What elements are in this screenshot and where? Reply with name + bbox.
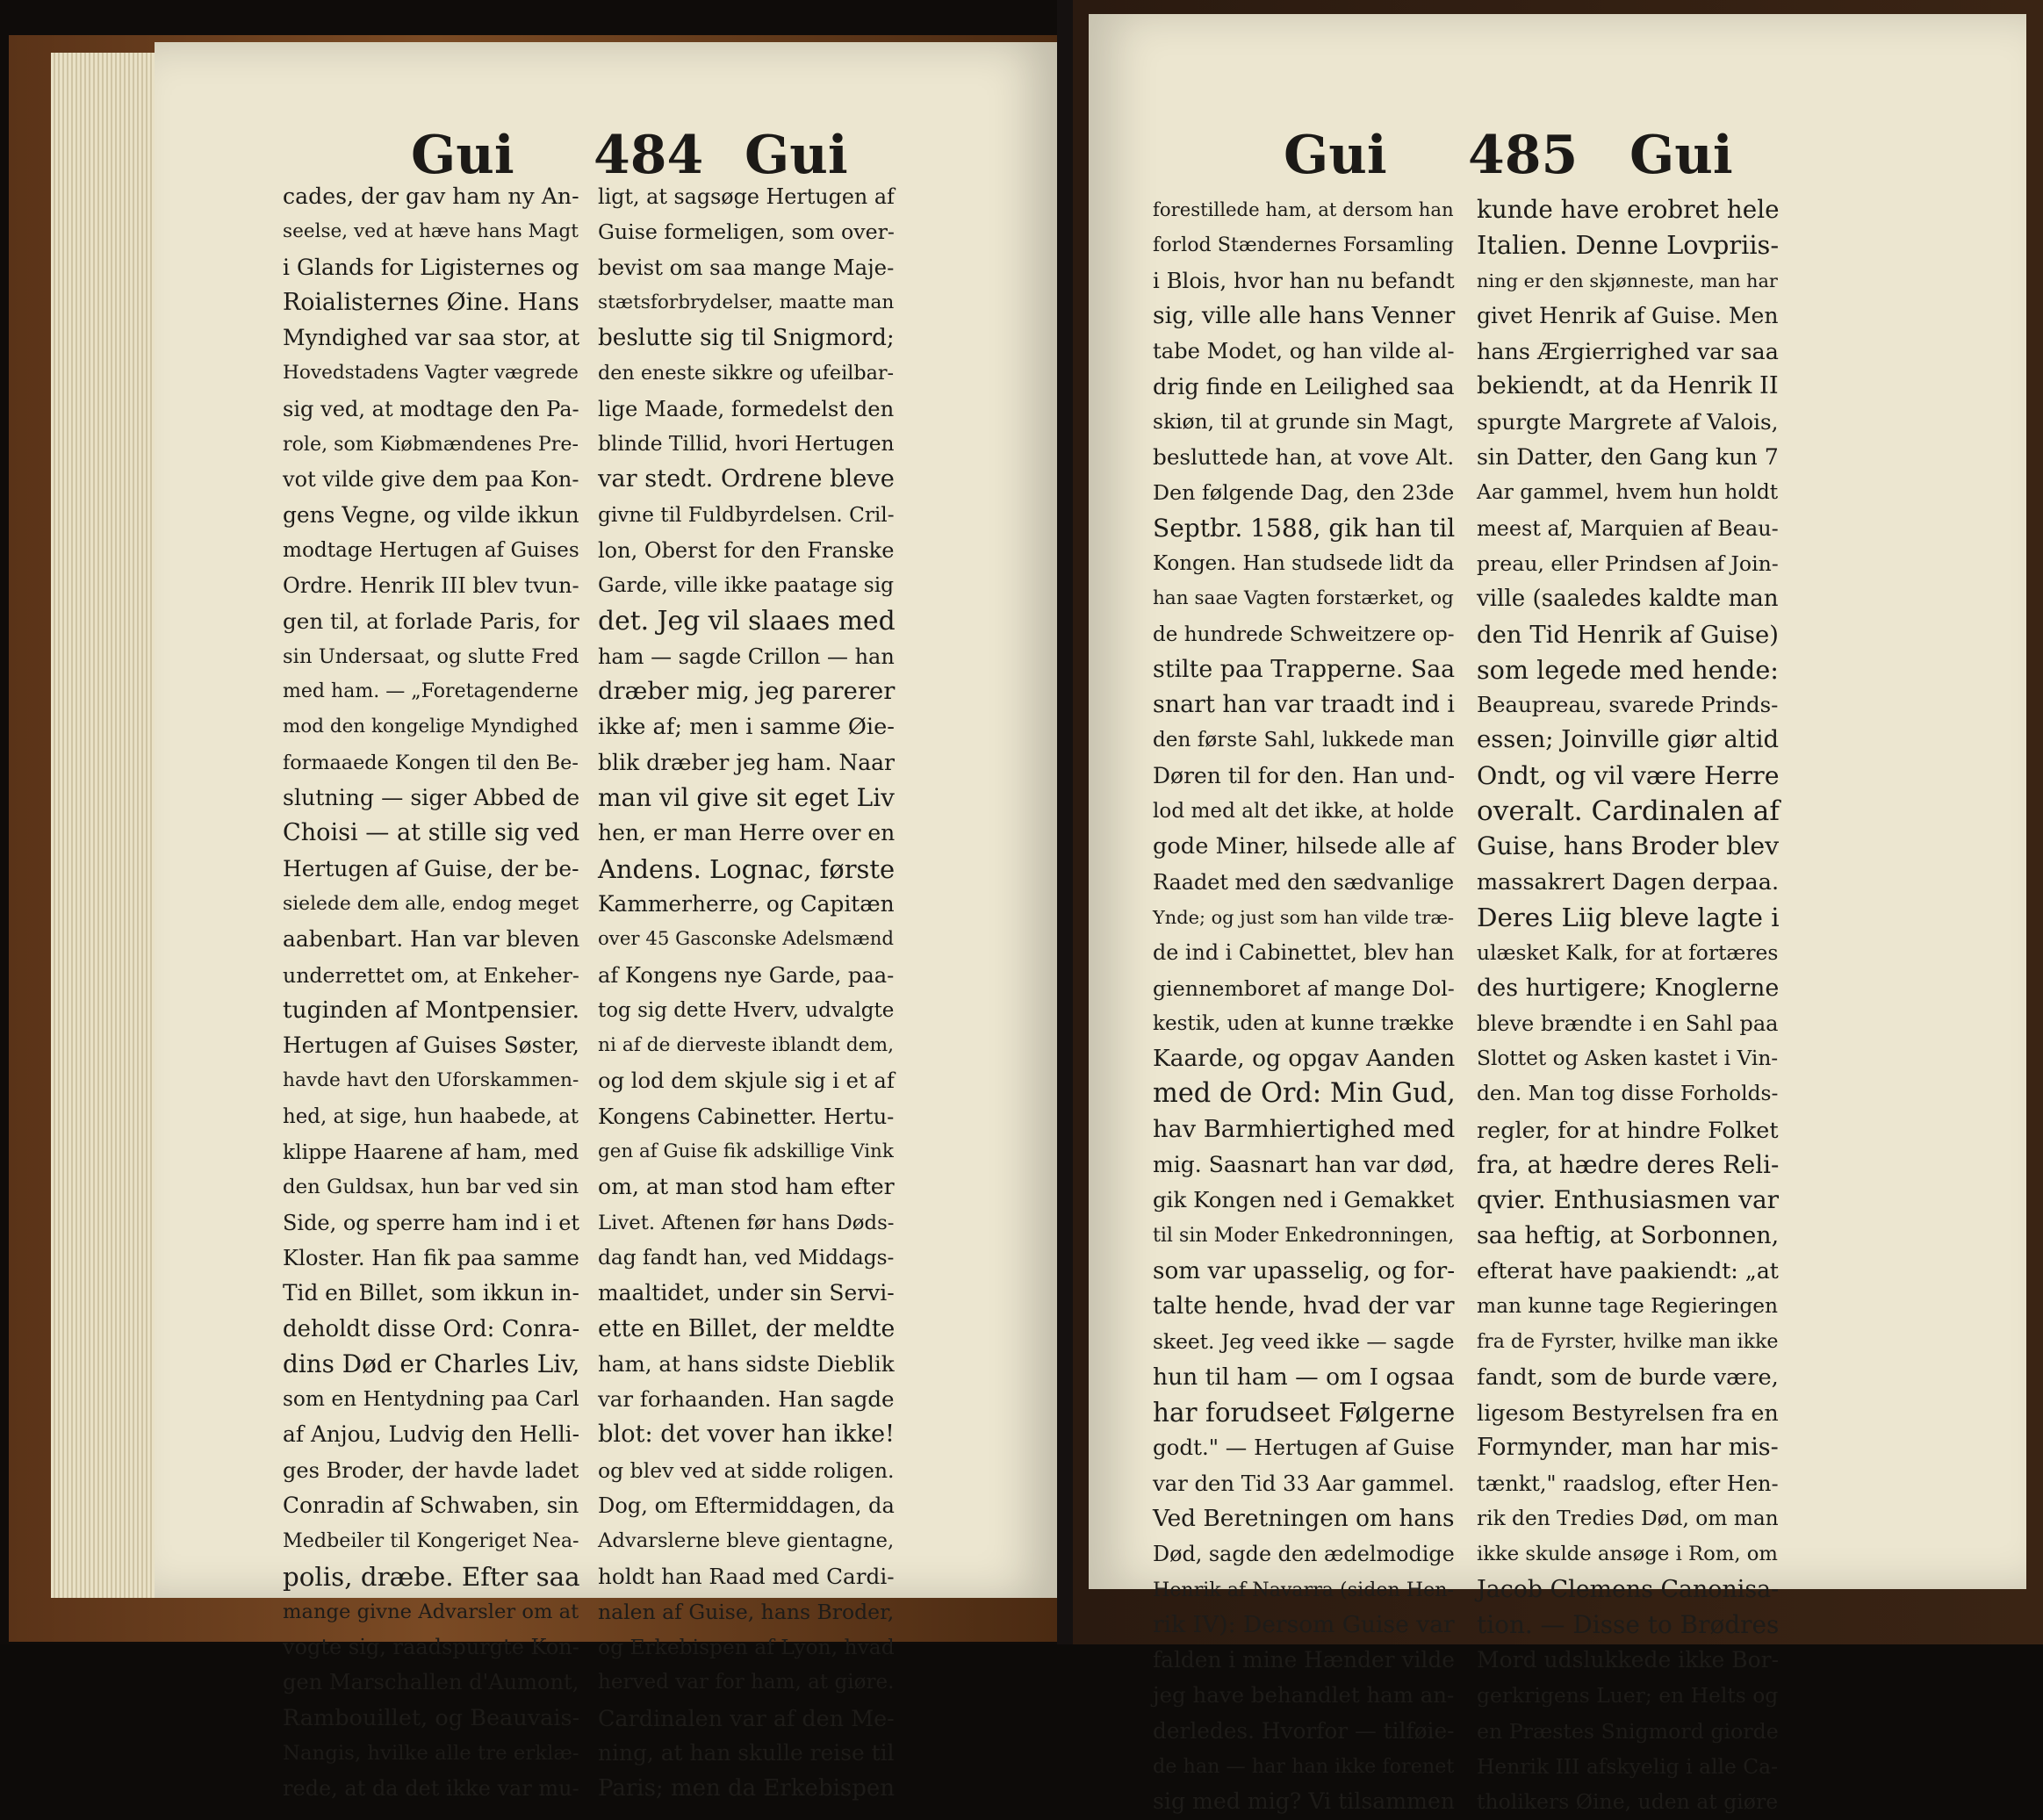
text-line: i Blois, hvor han nu befandt bbox=[1153, 267, 1455, 293]
text-line: Guise, hans Broder blev bbox=[1477, 831, 1780, 861]
text-line: ette en Billet, der meldte bbox=[598, 1314, 896, 1342]
text-line: fandt, som de burde være, bbox=[1477, 1363, 1779, 1391]
text-line: stætsforbrydelser, maatte man bbox=[598, 291, 895, 313]
text-line: maaltidet, under sin Servi- bbox=[598, 1280, 895, 1306]
text-line: besluttede han, at vove Alt. bbox=[1153, 444, 1455, 471]
text-line: de ind i Cabinettet, blev han bbox=[1153, 940, 1455, 966]
text-line: sielede dem alle, endog meget bbox=[283, 892, 579, 915]
text-line: Hertugen af Guises Søster, bbox=[283, 1032, 579, 1059]
text-line: Dog, om Eftermiddagen, da bbox=[598, 1493, 895, 1518]
text-line: sin Undersaat, og slutte Fred bbox=[283, 644, 579, 668]
text-line: Henrik af Navarra (siden Hen- bbox=[1153, 1578, 1454, 1601]
text-line: massakrert Dagen derpaa. bbox=[1477, 868, 1780, 896]
text-line: Septbr. 1588, gik han til bbox=[1153, 513, 1456, 543]
text-line: giennemboret af mange Dol- bbox=[1153, 975, 1455, 1001]
text-line: polis, dræbe. Efter saa bbox=[283, 1561, 580, 1592]
text-line: ni af de dierveste iblandt dem, bbox=[598, 1034, 894, 1057]
text-line: seelse, ved at hæve hans Magt bbox=[283, 220, 579, 243]
text-line: skiøn, til at grunde sin Magt, bbox=[1153, 409, 1455, 434]
text-line: Advarslerne bleve gientagne, bbox=[598, 1529, 895, 1553]
text-line: klippe Haarene af ham, med bbox=[283, 1140, 579, 1165]
text-line: Cardinalen var af den Me- bbox=[598, 1704, 895, 1731]
text-line: Ondt, og vil være Herre bbox=[1477, 760, 1780, 790]
text-line: spurgte Margrete af Valois, bbox=[1477, 408, 1779, 435]
text-line: ligt, at sagsøge Hertugen af bbox=[598, 184, 895, 209]
text-line: essen; Joinville giør altid bbox=[1477, 726, 1780, 754]
text-line: Døren til for den. Han und- bbox=[1153, 762, 1456, 788]
text-line: kestik, uden at kunne trække bbox=[1153, 1011, 1455, 1035]
text-line: ges Broder, der havde ladet bbox=[283, 1457, 579, 1483]
text-line: fra de Fyrster, hvilke man ikke bbox=[1477, 1330, 1779, 1353]
text-line: Den følgende Dag, den 23de bbox=[1153, 480, 1455, 506]
text-line: og blev ved at sidde roligen. bbox=[598, 1457, 895, 1483]
text-line: vot vilde give dem paa Kon- bbox=[283, 467, 579, 493]
text-line: snart han var traadt ind i bbox=[1153, 691, 1455, 719]
text-line: derledes. Hvorfor — tilføie- bbox=[1153, 1717, 1455, 1744]
text-line: vogte sig, raadspurgte Kon- bbox=[283, 1635, 579, 1660]
running-head-right: Gui bbox=[1629, 125, 1733, 186]
text-line: blot: det vover han ikke! bbox=[598, 1421, 895, 1449]
text-line: Rambouillet, og Beauvais- bbox=[283, 1704, 580, 1731]
text-line: Medbeiler til Kongeriget Nea- bbox=[283, 1529, 579, 1553]
text-line: den eneste sikkre og ufeilbar- bbox=[598, 362, 895, 385]
text-line: gode Miner, hilsede alle af bbox=[1153, 833, 1455, 860]
text-line: formaaede Kongen til den Be- bbox=[283, 751, 579, 774]
page-number: 484 bbox=[593, 125, 704, 186]
text-line: tabe Modet, og han vilde al- bbox=[1153, 339, 1455, 364]
text-line: hans Ærgierrighed var saa bbox=[1477, 338, 1779, 365]
text-line: jeg have behandlet ham an- bbox=[1153, 1682, 1455, 1708]
text-line: ulæsket Kalk, for at fortæres bbox=[1477, 940, 1779, 966]
text-line: stilte paa Trapperne. Saa bbox=[1153, 655, 1456, 683]
text-line: Roialisternes Øine. Hans bbox=[283, 288, 579, 316]
text-line: med ham. — „Foretagenderne bbox=[283, 680, 579, 703]
text-line: Slottet og Asken kastet i Vin- bbox=[1477, 1047, 1779, 1071]
text-line: gerkrigens Luer; en Helts og bbox=[1477, 1683, 1779, 1708]
text-line: Tid en Billet, som ikkun in- bbox=[283, 1280, 579, 1306]
text-line: Raadet med den sædvanlige bbox=[1153, 869, 1455, 895]
text-line: preau, eller Prindsen af Join- bbox=[1477, 550, 1779, 576]
text-line: talte hende, hvad der var bbox=[1153, 1292, 1455, 1320]
text-line: Nangis, hvilke alle tre erklæ- bbox=[283, 1742, 579, 1766]
running-head-left: Gui bbox=[1284, 125, 1387, 186]
text-line: givet Henrik af Guise. Men bbox=[1477, 302, 1779, 328]
text-line: Ynde; og just som han vilde træ- bbox=[1153, 906, 1455, 928]
text-line: hav Barmhiertighed med bbox=[1153, 1115, 1456, 1143]
text-line: gen Marschallen d'Aumont, bbox=[283, 1670, 579, 1695]
text-line: sig ved, at modtage den Pa- bbox=[283, 396, 579, 421]
text-line: forestillede ham, at dersom han bbox=[1153, 198, 1454, 220]
text-line: godt." — Hertugen af Guise bbox=[1153, 1435, 1455, 1461]
text-line: Italien. Denne Lovpriis- bbox=[1477, 230, 1780, 261]
text-line: over 45 Gasconske Adelsmænd bbox=[598, 928, 895, 951]
text-line: en Præstes Snigmord giorde bbox=[1477, 1718, 1779, 1744]
text-line: gen til, at forlade Paris, for bbox=[283, 608, 579, 634]
page-number: 485 bbox=[1468, 125, 1579, 186]
text-line: som legede med hende: bbox=[1477, 654, 1779, 685]
text-line: regler, for at hindre Folket bbox=[1477, 1116, 1779, 1143]
text-line: sig, ville alle hans Venner bbox=[1153, 301, 1456, 329]
text-line: mig. Saasnart han var død, bbox=[1153, 1152, 1455, 1178]
text-line: Formynder, man har mis- bbox=[1477, 1434, 1779, 1462]
text-line: med de Ord: Min Gud, bbox=[1153, 1078, 1456, 1110]
text-line: slutning — siger Abbed de bbox=[283, 785, 580, 811]
text-line: underrettet om, at Enkeher- bbox=[283, 962, 579, 988]
text-line: lon, Oberst for den Franske bbox=[598, 537, 895, 563]
text-line: role, som Kiøbmændenes Pre- bbox=[283, 433, 579, 457]
text-line: Jacob Clemens Canonisa- bbox=[1477, 1575, 1780, 1603]
text-line: Paris; men da Erkebispen bbox=[598, 1775, 896, 1802]
text-line: meest af, Marquien af Beau- bbox=[1477, 515, 1779, 541]
right-page bbox=[1089, 14, 2026, 1815]
text-line: deholdt disse Ord: Conra- bbox=[283, 1315, 580, 1342]
text-line: Andens. Lognac, første bbox=[598, 853, 896, 884]
text-line: om, at man stod ham efter bbox=[598, 1174, 895, 1200]
text-line: Hertugen af Guise, der be- bbox=[283, 855, 579, 881]
text-line: man kunne tage Regieringen bbox=[1477, 1294, 1779, 1319]
text-column-2 bbox=[598, 179, 898, 1807]
text-line: beslutte sig til Snigmord; bbox=[598, 325, 895, 352]
text-line: bleve brændte i en Sahl paa bbox=[1477, 1011, 1779, 1036]
text-line: Død, sagde den ædelmodige bbox=[1153, 1542, 1455, 1567]
text-line: var forhaanden. Han sagde bbox=[598, 1386, 895, 1413]
text-line: Deres Liig bleve lagte i bbox=[1477, 902, 1780, 932]
text-line: ning, at han skulle reise til bbox=[598, 1740, 895, 1766]
running-head-left: Gui bbox=[411, 125, 514, 186]
text-line: havde havt den Uforskammen- bbox=[283, 1069, 579, 1092]
text-line: rik IV): Dersom Guise var bbox=[1153, 1610, 1455, 1638]
text-line: Garde, ville ikke paatage sig bbox=[598, 573, 895, 598]
text-line: dins Død er Charles Liv, bbox=[283, 1349, 580, 1378]
text-line: rede, at da det ikke var mu- bbox=[283, 1776, 579, 1802]
text-line: Myndighed var saa stor, at bbox=[283, 325, 580, 351]
text-line: har forudseet Følgerne bbox=[1153, 1398, 1456, 1428]
text-line: Conradin af Schwaben, sin bbox=[283, 1492, 579, 1518]
text-line: den Tid Henrik af Guise) bbox=[1477, 620, 1780, 649]
text-line: tuginden af Montpensier. bbox=[283, 996, 580, 1024]
text-line: Side, og sperre ham ind i et bbox=[283, 1210, 580, 1235]
text-line: gik Kongen ned i Gemakket bbox=[1153, 1187, 1455, 1213]
text-line: tog sig dette Hverv, udvalgte bbox=[598, 998, 895, 1022]
text-line: Kongen. Han studsede lidt da bbox=[1153, 551, 1455, 575]
text-line: falden i mine Hænder vilde bbox=[1153, 1647, 1455, 1673]
text-line: var stedt. Ordrene bleve bbox=[598, 465, 895, 493]
text-line: Kloster. Han fik paa samme bbox=[283, 1245, 579, 1270]
text-line: gen af Guise fik adskillige Vink bbox=[598, 1140, 894, 1163]
text-line: gens Vegne, og vilde ikkun bbox=[283, 501, 579, 528]
text-line: sig med mig? Vi tilsammen bbox=[1153, 1788, 1456, 1815]
text-line: ning er den skjønneste, man har bbox=[1477, 270, 1778, 291]
text-line: de hundrede Schweitzere op- bbox=[1153, 622, 1455, 646]
text-line: qvier. Enthusiasmen var bbox=[1477, 1185, 1780, 1215]
text-line: ville (saaledes kaldte man bbox=[1477, 586, 1779, 613]
text-line: Ordre. Henrik III blev tvun- bbox=[283, 573, 579, 599]
text-line: dræber mig, jeg parerer bbox=[598, 678, 896, 706]
text-line: fra, at hædre deres Reli- bbox=[1477, 1150, 1780, 1180]
text-line: blik dræber jeg ham. Naar bbox=[598, 749, 895, 775]
text-line: af Anjou, Ludvig den Helli- bbox=[283, 1421, 580, 1448]
text-line: det. Jeg vil slaaes med bbox=[598, 605, 896, 637]
text-line: Henrik III afskyelig i alle Ca- bbox=[1477, 1754, 1779, 1780]
text-column-1 bbox=[1153, 192, 1458, 1820]
text-line: ligesom Bestyrelsen fra en bbox=[1477, 1399, 1779, 1427]
text-line: tion. — Disse to Brødres bbox=[1477, 1609, 1780, 1639]
text-line: saa heftig, at Sorbonnen, bbox=[1477, 1221, 1780, 1249]
text-line: de han — har han ikke forenet bbox=[1153, 1755, 1455, 1779]
text-line: Beaupreau, svarede Prinds- bbox=[1477, 692, 1779, 718]
text-line: nalen af Guise, hans Broder, bbox=[598, 1599, 895, 1624]
text-line: modtage Hertugen af Guises bbox=[283, 538, 579, 562]
text-line: Mord udslukkede ikke Bor- bbox=[1477, 1647, 1780, 1673]
text-line: til sin Moder Enkedronningen, bbox=[1153, 1224, 1455, 1247]
text-line: og Erkebispen af Lyon, hvad bbox=[598, 1635, 895, 1660]
text-line: og lod dem skjule sig i et af bbox=[598, 1068, 895, 1094]
text-line: sin Datter, den Gang kun 7 bbox=[1477, 444, 1779, 471]
text-line: tholikers Øine, uden at giøre bbox=[1477, 1789, 1779, 1815]
text-line: den. Man tog disse Forholds- bbox=[1477, 1082, 1779, 1106]
running-head-right: Gui bbox=[745, 125, 848, 186]
left-page bbox=[155, 42, 1057, 1802]
text-line: givne til Fuldbyrdelsen. Cril- bbox=[598, 503, 895, 527]
text-line: rik den Tredies Død, om man bbox=[1477, 1506, 1779, 1530]
text-line: var den Tid 33 Aar gammel. bbox=[1153, 1470, 1455, 1496]
text-line: mange givne Advarsler om at bbox=[283, 1600, 579, 1623]
text-line: hen, er man Herre over en bbox=[598, 820, 896, 846]
text-line: overalt. Cardinalen af bbox=[1477, 795, 1780, 828]
text-line: Kaarde, og opgav Aanden bbox=[1153, 1045, 1456, 1073]
text-line: den Guldsax, hun bar ved sin bbox=[283, 1176, 579, 1199]
text-column-1 bbox=[283, 179, 583, 1807]
text-line: som en Hentydning paa Carl bbox=[283, 1387, 579, 1412]
text-line: Hovedstadens Vagter vægrede bbox=[283, 362, 579, 385]
page-edges bbox=[51, 53, 155, 1598]
text-line: Aar gammel, hvem hun holdt bbox=[1477, 480, 1779, 505]
text-line: bekiendt, at da Henrik II bbox=[1477, 372, 1779, 400]
text-line: lige Maade, formedelst den bbox=[598, 396, 895, 421]
text-line: aabenbart. Han var bleven bbox=[283, 926, 580, 953]
text-line: holdt han Raad med Cardi- bbox=[598, 1563, 895, 1589]
text-line: blinde Tillid, hvori Hertugen bbox=[598, 432, 895, 457]
text-line: Kammerherre, og Capitæn bbox=[598, 890, 895, 917]
text-line: mod den kongelige Myndighed bbox=[283, 716, 579, 738]
text-line: man vil give sit eget Liv bbox=[598, 783, 895, 813]
text-line: bevist om saa mange Maje- bbox=[598, 254, 895, 280]
text-line: ikke skulde ansøge i Rom, om bbox=[1477, 1543, 1778, 1566]
text-line: herved var for ham, at giøre. bbox=[598, 1671, 895, 1694]
text-line: skeet. Jeg veed ikke — sagde bbox=[1153, 1329, 1455, 1354]
text-line: ikke af; men i samme Øie- bbox=[598, 714, 895, 741]
gutter bbox=[1057, 0, 1073, 1644]
text-line: ham, at hans sidste Dieblik bbox=[598, 1350, 895, 1377]
text-line: han saae Vagten forstærket, og bbox=[1153, 587, 1454, 610]
text-line: hun til ham — om I ogsaa bbox=[1153, 1363, 1455, 1391]
text-line: cades, der gav ham ny An- bbox=[283, 183, 579, 209]
text-line: des hurtigere; Knoglerne bbox=[1477, 974, 1780, 1002]
text-line: dag fandt han, ved Middags- bbox=[598, 1245, 895, 1270]
text-line: Ved Beretningen om hans bbox=[1153, 1505, 1455, 1532]
text-line: Guise formeligen, som over- bbox=[598, 219, 895, 245]
text-line: lod med alt det ikke, at holde bbox=[1153, 800, 1455, 824]
text-line: tænkt," raadslog, efter Hen- bbox=[1477, 1471, 1779, 1496]
text-line: hed, at sige, hun haabede, at bbox=[283, 1104, 579, 1128]
text-line: den første Sahl, lukkede man bbox=[1153, 729, 1455, 752]
text-line: forlod Stændernes Forsamling bbox=[1153, 234, 1454, 257]
text-line: Kongens Cabinetter. Hertu- bbox=[598, 1104, 895, 1129]
text-line: i Glands for Ligisternes og bbox=[283, 254, 579, 280]
text-line: efterat have paakiendt: „at bbox=[1477, 1257, 1779, 1284]
text-line: drig finde en Leilighed saa bbox=[1153, 373, 1455, 400]
text-line: Livet. Aftenen før hans Døds- bbox=[598, 1211, 895, 1234]
text-line: Choisi — at stille sig ved bbox=[283, 819, 580, 847]
text-line: kunde have erobret hele bbox=[1477, 195, 1780, 224]
text-line: af Kongens nye Garde, paa- bbox=[598, 962, 895, 988]
text-line: ham — sagde Crillon — han bbox=[598, 644, 895, 669]
text-column-2 bbox=[1477, 192, 1782, 1820]
text-line: som var upasselig, og for- bbox=[1153, 1257, 1456, 1284]
